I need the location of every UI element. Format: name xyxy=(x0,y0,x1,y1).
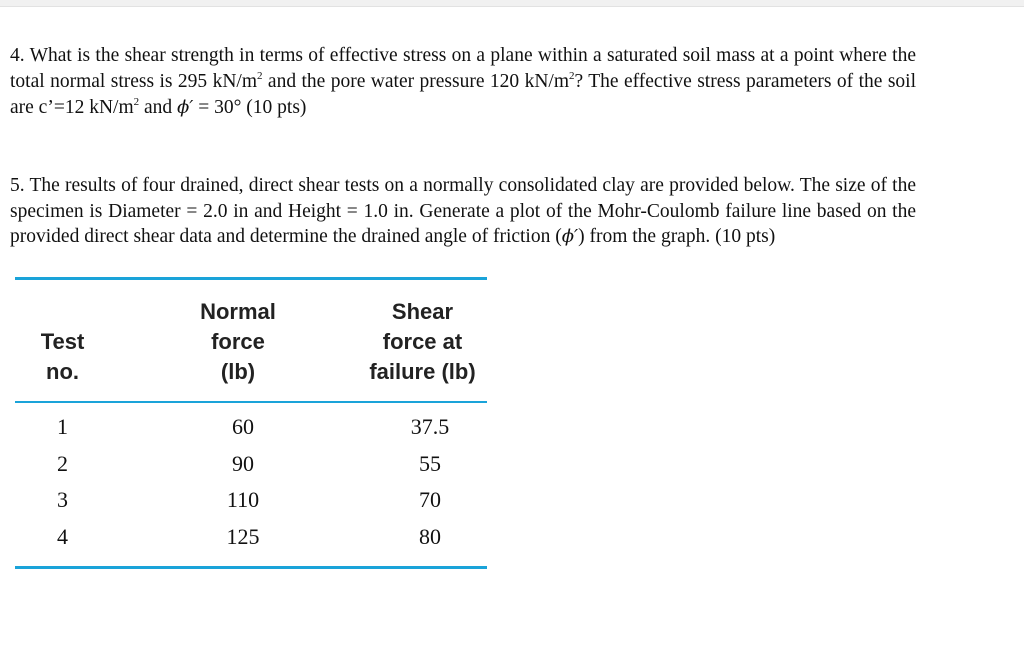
cell-normal-force: 60 xyxy=(232,414,254,439)
question-4-text-1: 4. What is the shear strength in terms of effective stress on a plane within a saturated soil mass at a point where the total normal stress is 295 kN/m xyxy=(10,45,916,92)
cell-test-no: 1 xyxy=(57,414,68,439)
cell-normal-force: 125 xyxy=(226,523,260,549)
question-4 xyxy=(10,43,916,121)
table-bottom-rule xyxy=(15,566,487,569)
table-header-rule xyxy=(15,401,487,403)
table-row xyxy=(15,519,487,556)
table-row xyxy=(15,482,487,519)
cell-shear-force: 37.5 xyxy=(410,414,450,439)
phi-symbol: ϕ′ xyxy=(177,97,194,118)
cell-test-no: 2 xyxy=(57,450,68,476)
question-5-text-2: ) from the graph. (10 pts) xyxy=(578,226,776,247)
header-test-no: Test no. xyxy=(40,329,85,384)
question-4-text-5: = 30° (10 pts) xyxy=(193,97,307,118)
cell-shear-force: 80 xyxy=(419,523,441,549)
cell-normal-force: 90 xyxy=(232,450,254,476)
superscript: 2 xyxy=(257,70,263,82)
superscript: 2 xyxy=(133,96,140,108)
header-shear-force: Shear force at failure (lb) xyxy=(369,299,476,384)
phi-symbol: ϕ′ xyxy=(561,226,579,247)
cell-shear-force: 55 xyxy=(419,450,441,476)
superscript: 2 xyxy=(569,70,575,82)
question-4-text-4: and xyxy=(139,97,178,118)
browser-top-edge xyxy=(0,0,1024,7)
table-top-rule xyxy=(15,277,487,280)
cell-normal-force: 110 xyxy=(226,487,260,512)
question-5-text-1: 5. The results of four drained, direct shear tests on a normally consolidated clay are provided below. The size of the specimen is Diameter = 2.0 in and Height = 1.0 in. Generate a plot of the Mohr-Coulomb failure line based on the provided direct shear data and determine the drained angle of friction ( xyxy=(10,175,916,247)
cell-test-no: 4 xyxy=(57,523,68,549)
question-4-text-2: and the pore water pressure 120 kN/m xyxy=(262,71,569,92)
header-normal-force: Normal force (lb) xyxy=(200,299,276,384)
cell-shear-force: 70 xyxy=(419,487,441,512)
question-4-text-3: ? The effective stress parameters of the soil are c’=12 kN/m xyxy=(10,71,916,118)
question-5 xyxy=(10,173,916,250)
table-row xyxy=(15,409,487,446)
table-body xyxy=(15,409,487,555)
cell-test-no: 3 xyxy=(57,487,68,512)
table-row xyxy=(15,446,487,483)
